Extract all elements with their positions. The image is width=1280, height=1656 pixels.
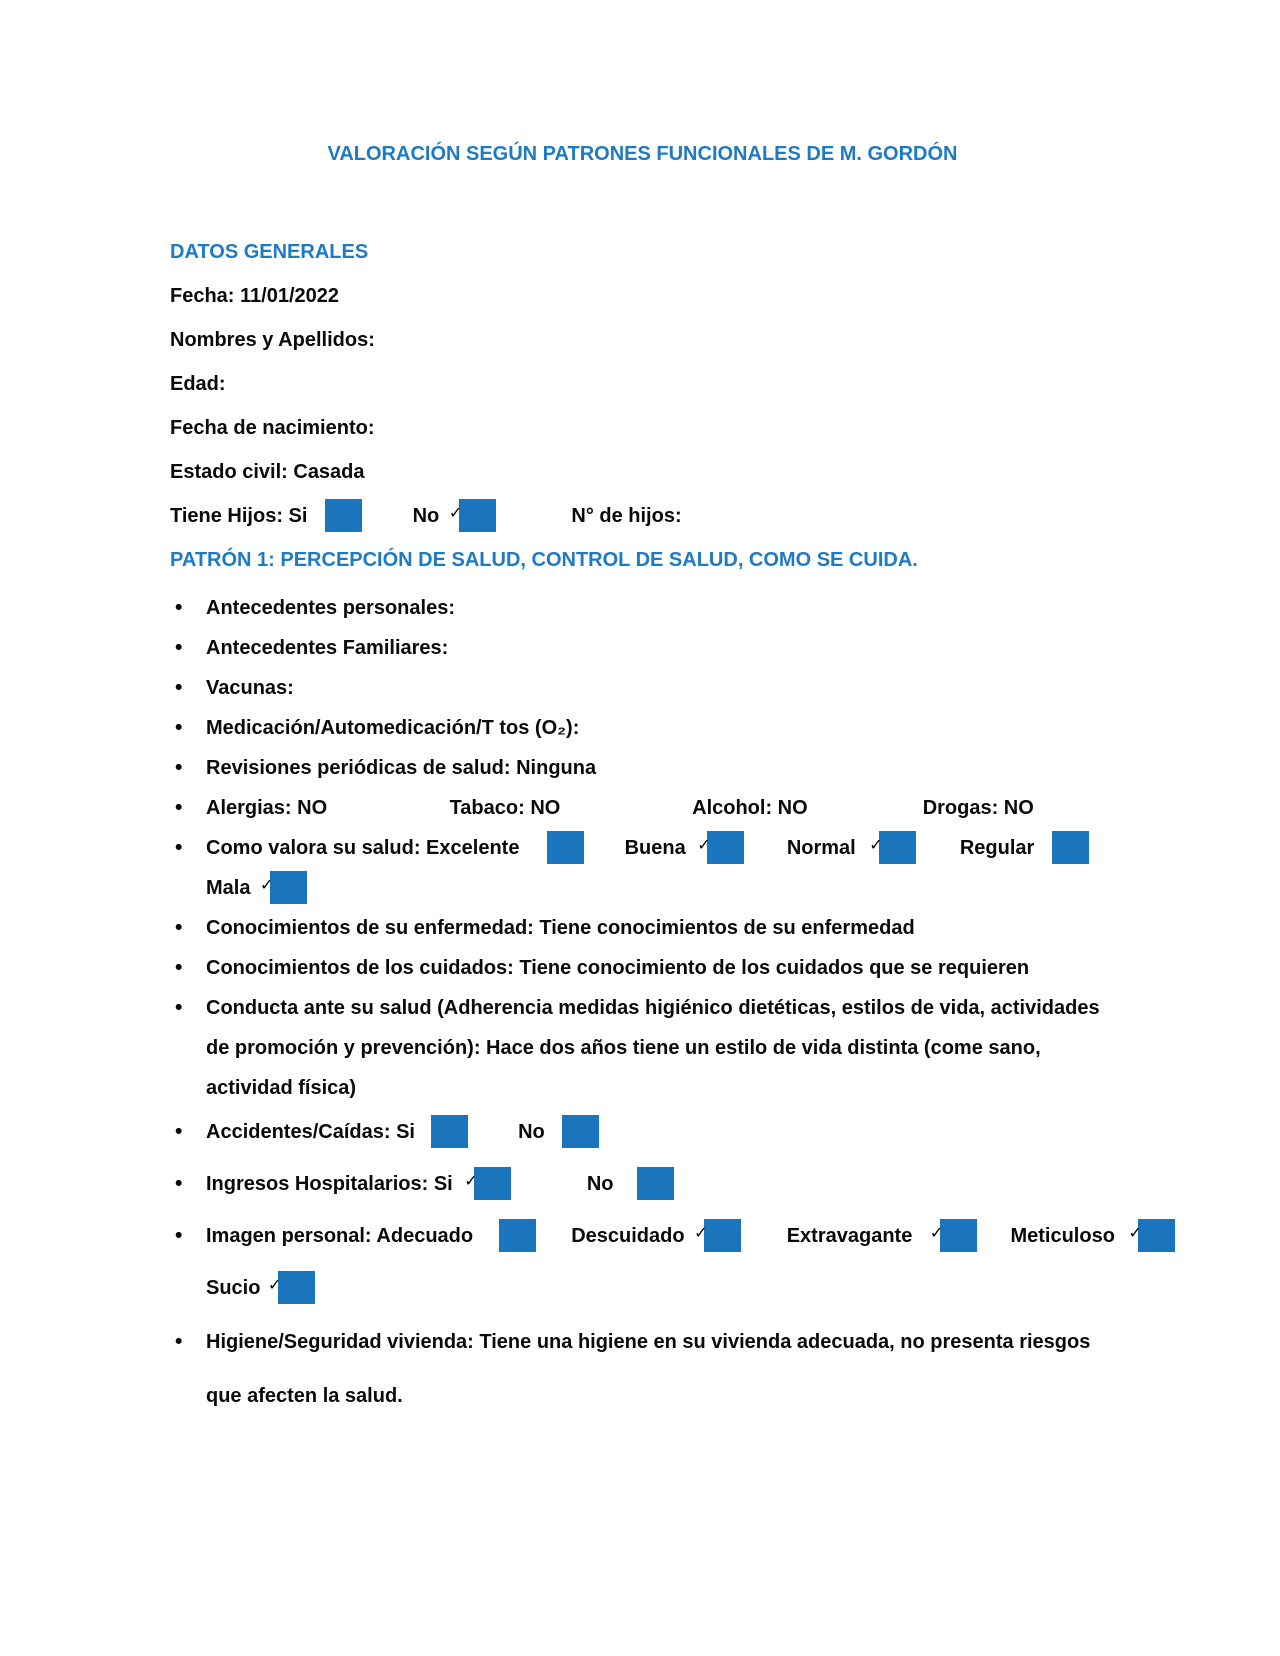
- drogas-label: Drogas: NO: [922, 797, 1034, 819]
- vacunas-label: Vacunas:: [206, 677, 294, 699]
- medicacion-label: Medicación/Automedicación/T tos (O₂):: [206, 717, 580, 739]
- imagen-extravagante-label: Extravagante: [786, 1225, 913, 1247]
- conocimiento-cuidados-label: Conocimientos de los cuidados: Tiene conocimiento de los cuidados que se requieren: [206, 957, 1030, 979]
- numero-hijos-label: N° de hijos:: [571, 505, 682, 527]
- bullet-conocimiento-cuidados: [206, 948, 1115, 988]
- imagen-sucio-checkbox[interactable]: [278, 1271, 315, 1304]
- tiene-hijos-no-label: No: [412, 505, 440, 527]
- imagen-descuidado-checkbox[interactable]: [704, 1219, 741, 1252]
- bullet-medicacion: [206, 708, 1115, 748]
- valora-buena-checkbox[interactable]: [707, 831, 744, 864]
- ingresos-si-checkbox[interactable]: [474, 1167, 511, 1200]
- bullet-valora-salud: [206, 828, 1115, 908]
- tiene-hijos-si-checkbox[interactable]: [325, 499, 362, 532]
- ingresos-no-label: No: [586, 1173, 614, 1195]
- revisiones-label: Revisiones periódicas de salud: Ninguna: [206, 757, 597, 779]
- bullet-conducta-salud: [206, 988, 1115, 1108]
- bullet-ingresos: [206, 1164, 1115, 1204]
- bullet-imagen-personal: [206, 1216, 1115, 1308]
- conducta-line3: actividad física): [206, 1077, 357, 1099]
- field-fecha: Fecha: 11/01/2022: [170, 285, 340, 307]
- imagen-sucio-label: Sucio: [206, 1277, 261, 1299]
- field-fecha-nacimiento: Fecha de nacimiento:: [170, 417, 375, 439]
- antecedentes-familiares-label: Antecedentes Familiares:: [206, 637, 449, 659]
- valora-mala-line: [206, 868, 1115, 908]
- accidentes-label: Accidentes/Caídas: Si: [206, 1121, 415, 1143]
- document-content: [170, 140, 1115, 1416]
- valora-buena-label: Buena: [624, 837, 686, 859]
- bullet-conocimiento-enfermedad: [206, 908, 1115, 948]
- bullet-revisiones: [206, 748, 1115, 788]
- ingresos-label: Ingresos Hospitalarios: Si: [206, 1173, 453, 1195]
- bullet-accidentes: [206, 1112, 1115, 1152]
- valora-regular-checkbox[interactable]: [1052, 831, 1089, 864]
- alcohol-label: Alcohol: NO: [692, 797, 808, 819]
- field-estado-civil: Estado civil: Casada: [170, 461, 365, 483]
- accidentes-no-checkbox[interactable]: [562, 1115, 599, 1148]
- imagen-meticuloso-label: Meticuloso: [1010, 1225, 1115, 1247]
- imagen-meticuloso-checkbox[interactable]: [1138, 1219, 1175, 1252]
- document-title: VALORACIÓN SEGÚN PATRONES FUNCIONALES DE M. GORDÓN: [327, 143, 958, 165]
- valora-normal-label: Normal: [786, 837, 856, 859]
- bullet-higiene-vivienda: [206, 1322, 1115, 1416]
- valora-salud-label: Como valora su salud: Excelente: [206, 837, 520, 859]
- conocimiento-enfermedad-label: Conocimientos de su enfermedad: Tiene conocimientos de su enfermedad: [206, 917, 915, 939]
- conducta-line1: Conducta ante su salud (Adherencia medidas higiénico dietéticas, estilos de vida, actividades: [206, 997, 1100, 1019]
- imagen-extravagante-checkbox[interactable]: [940, 1219, 977, 1252]
- imagen-adecuado-checkbox[interactable]: [499, 1219, 536, 1252]
- conducta-line2: de promoción y prevención): Hace dos años tiene un estilo de vida distinta (come sano,: [206, 1037, 1041, 1059]
- valora-excelente-checkbox[interactable]: [547, 831, 584, 864]
- valora-mala-checkbox[interactable]: [270, 871, 307, 904]
- bullet-antecedentes-familiares: [206, 628, 1115, 668]
- datos-generales-heading: DATOS GENERALES: [170, 241, 369, 263]
- accidentes-si-checkbox[interactable]: [431, 1115, 468, 1148]
- valora-regular-label: Regular: [959, 837, 1035, 859]
- field-nombres-apellidos: Nombres y Apellidos:: [170, 329, 375, 351]
- antecedentes-personales-label: Antecedentes personales:: [206, 597, 455, 619]
- imagen-descuidado-label: Descuidado: [571, 1225, 685, 1247]
- bullet-vacunas: [206, 668, 1115, 708]
- tiene-hijos-label: Tiene Hijos: Si: [170, 505, 308, 527]
- ingresos-no-checkbox[interactable]: [637, 1167, 674, 1200]
- bullet-antecedentes-personales: [206, 588, 1115, 628]
- alergias-label: Alergias: NO: [206, 797, 328, 819]
- valora-mala-label: Mala: [206, 877, 251, 899]
- imagen-sucio-line: [206, 1268, 1115, 1308]
- imagen-label: Imagen personal: Adecuado: [206, 1225, 474, 1247]
- higiene-line2: que afecten la salud.: [206, 1385, 403, 1407]
- accidentes-no-label: No: [518, 1121, 545, 1143]
- tiene-hijos-no-checkbox[interactable]: [459, 499, 496, 532]
- patron1-heading: PATRÓN 1: PERCEPCIÓN DE SALUD, CONTROL DE SALUD, COMO SE CUIDA.: [170, 549, 918, 571]
- field-tiene-hijos: [170, 494, 1115, 538]
- higiene-line1: Higiene/Seguridad vivienda: Tiene una higiene en su vivienda adecuada, no presenta riesgos: [206, 1331, 1091, 1353]
- patron1-list: [170, 588, 1115, 1416]
- bullet-habitos: [206, 788, 1115, 828]
- field-edad: Edad:: [170, 373, 226, 395]
- tabaco-label: Tabaco: NO: [449, 797, 561, 819]
- valora-normal-checkbox[interactable]: [879, 831, 916, 864]
